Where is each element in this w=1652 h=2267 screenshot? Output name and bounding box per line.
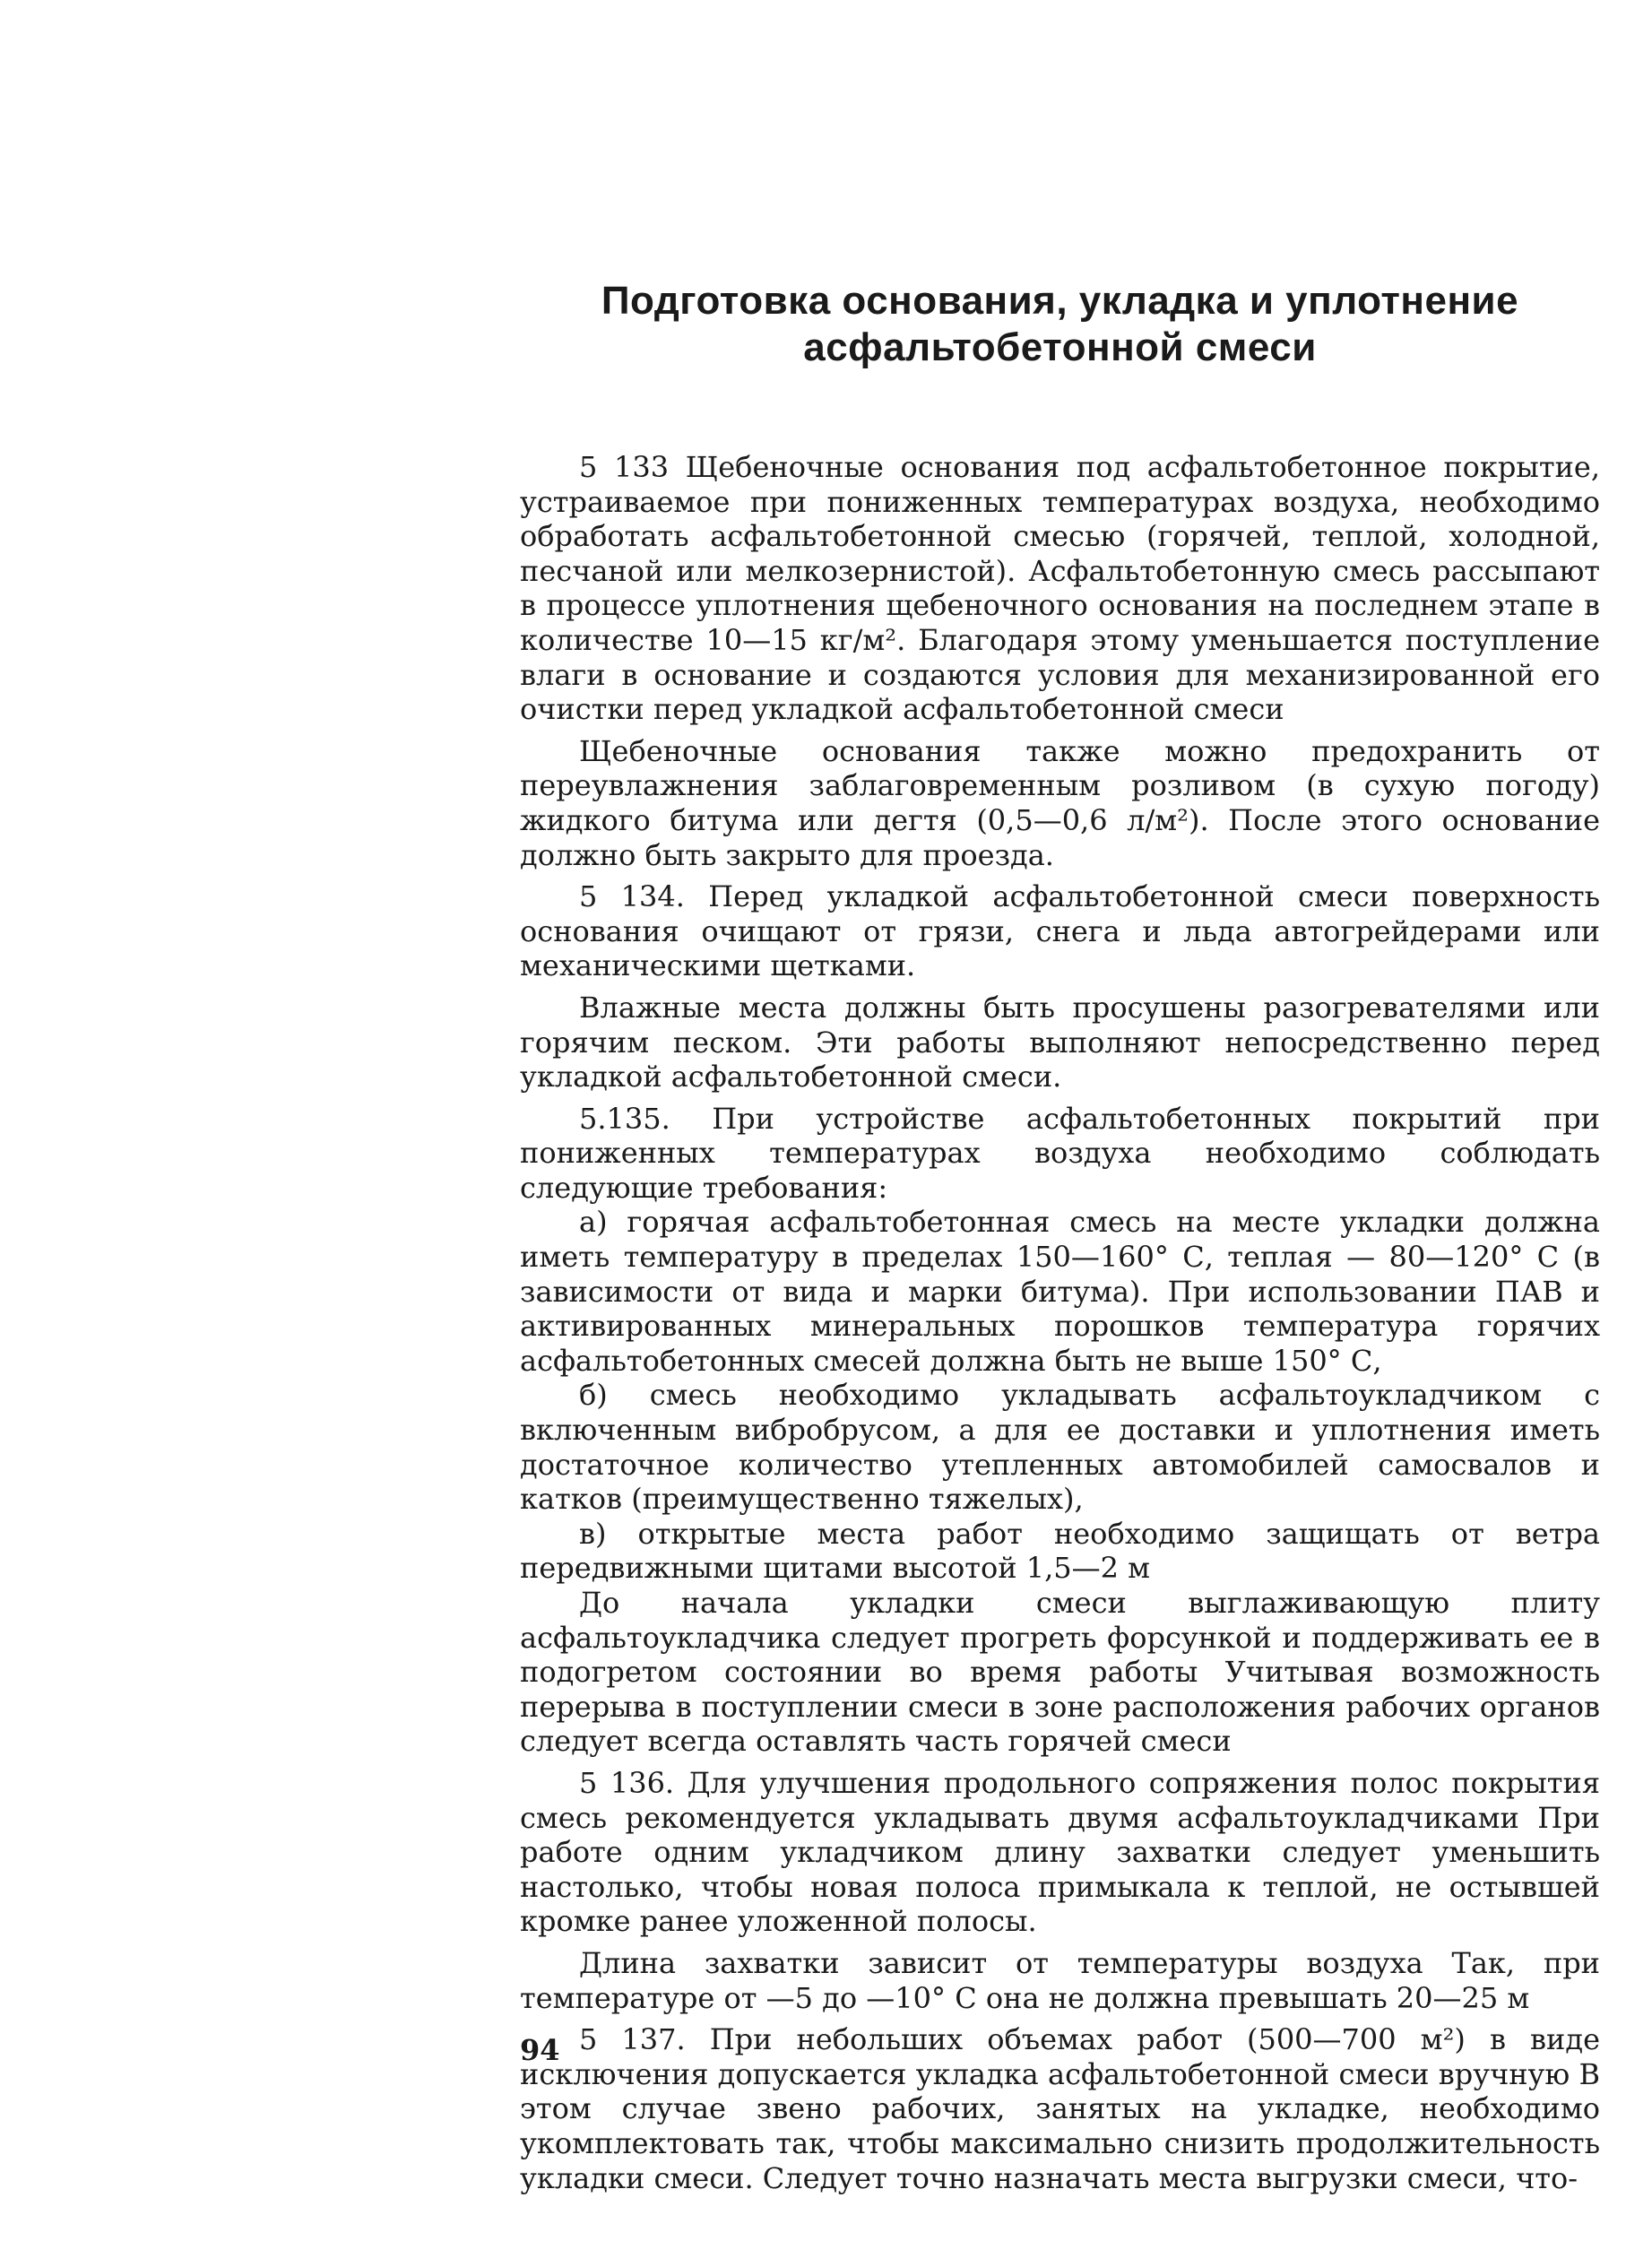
paragraph-5-135-continued: До начала укладки смеси выглаживающую плиту асфальтоукладчика следует прогреть форсункой и поддерживать ее в подогретом состоянии во время работы Учитывая возможность перерыва в поступлении смеси в зоне расположения рабочих органов следует всегда оставлять часть горячей смеси	[520, 1586, 1600, 1759]
paragraph-5-133: 5 133 Щебеночные основания под асфальтобетонное покрытие, устраиваемое при пониженных температурах воздуха, необходимо обработать асфальтобетонной смесью (горячей, теплой, холодной, песчаной или мелкозернистой). Асфальтобетонную смесь рассыпают в процессе уплотнения щебеночного основания на последнем этапе в количестве 10—15 кг/м². Благодаря этому уменьшается поступление влаги в основание и создаются условия для механизированной его очистки перед укладкой асфальтобетонной смеси	[520, 450, 1600, 727]
paragraph-5-137: 5 137. При небольших объемах работ (500—700 м²) в виде исключения допускается укладка асфальтобетонной смеси вручную В этом случае звено рабочих, занятых на укладке, необходимо укомплектовать так, чтобы максимально снизить продолжительность укладки смеси. Следует точно назначать места выгрузки смеси, что-	[520, 2022, 1600, 2195]
requirement-a: а) горячая асфальтобетонная смесь на месте укладки должна иметь температуру в пределах 150—160° С, теплая — 80—120° С (в зависимости от вида и марки битума). При использовании ПАВ и активированных минеральных порошков температура горячих асфальтобетонных смесей должна быть не выше 150° С,	[520, 1205, 1600, 1378]
paragraph-5-133-continued: Щебеночные основания также можно предохранить от переувлажнения заблаговременным розливом (в сухую погоду) жидкого битума или дегтя (0,5—0,6 л/м²). После этого основание должно быть закрыто для проезда.	[520, 733, 1600, 872]
section-title-line-1: Подготовка основания, укладка и уплотнение	[601, 279, 1519, 323]
page-number: 94	[520, 2033, 560, 2067]
paragraph-5-134: 5 134. Перед укладкой асфальтобетонной смеси поверхность основания очищают от грязи, снега и льда автогрейдерами или механическими щетками.	[520, 879, 1600, 983]
section-title	[520, 278, 1600, 371]
body-text	[520, 450, 1600, 2195]
section-title-line-2: асфальтобетонной смеси	[803, 325, 1317, 369]
requirement-b: б) смесь необходимо укладывать асфальтоукладчиком с включенным вибробрусом, а для ее доставки и уплотнения иметь достаточное количество утепленных автомобилей самосвалов и катков (преимущественно тяжелых),	[520, 1378, 1600, 1517]
page-content	[520, 278, 1600, 2195]
paragraph-5-135: 5.135. При устройстве асфальтобетонных покрытий при пониженных температурах воздуха необходимо соблюдать следующие требования:	[520, 1101, 1600, 1205]
paragraph-5-136-continued: Длина захватки зависит от температуры воздуха Так, при температуре от —5 до —10° С она не должна превышать 20—25 м	[520, 1945, 1600, 2015]
paragraph-5-134-continued: Влажные места должны быть просушены разогревателями или горячим песком. Эти работы выполняют непосредственно перед укладкой асфальтобетонной смеси.	[520, 990, 1600, 1095]
requirement-c: в) открытые места работ необходимо защищать от ветра передвижными щитами высотой 1,5—2 м	[520, 1516, 1600, 1586]
paragraph-5-136: 5 136. Для улучшения продольного сопряжения полос покрытия смесь рекомендуется укладывать двумя асфальтоукладчиками При работе одним укладчиком длину захватки следует уменьшить настолько, чтобы новая полоса примыкала к теплой, не остывшей кромке ранее уложенной полосы.	[520, 1765, 1600, 1939]
